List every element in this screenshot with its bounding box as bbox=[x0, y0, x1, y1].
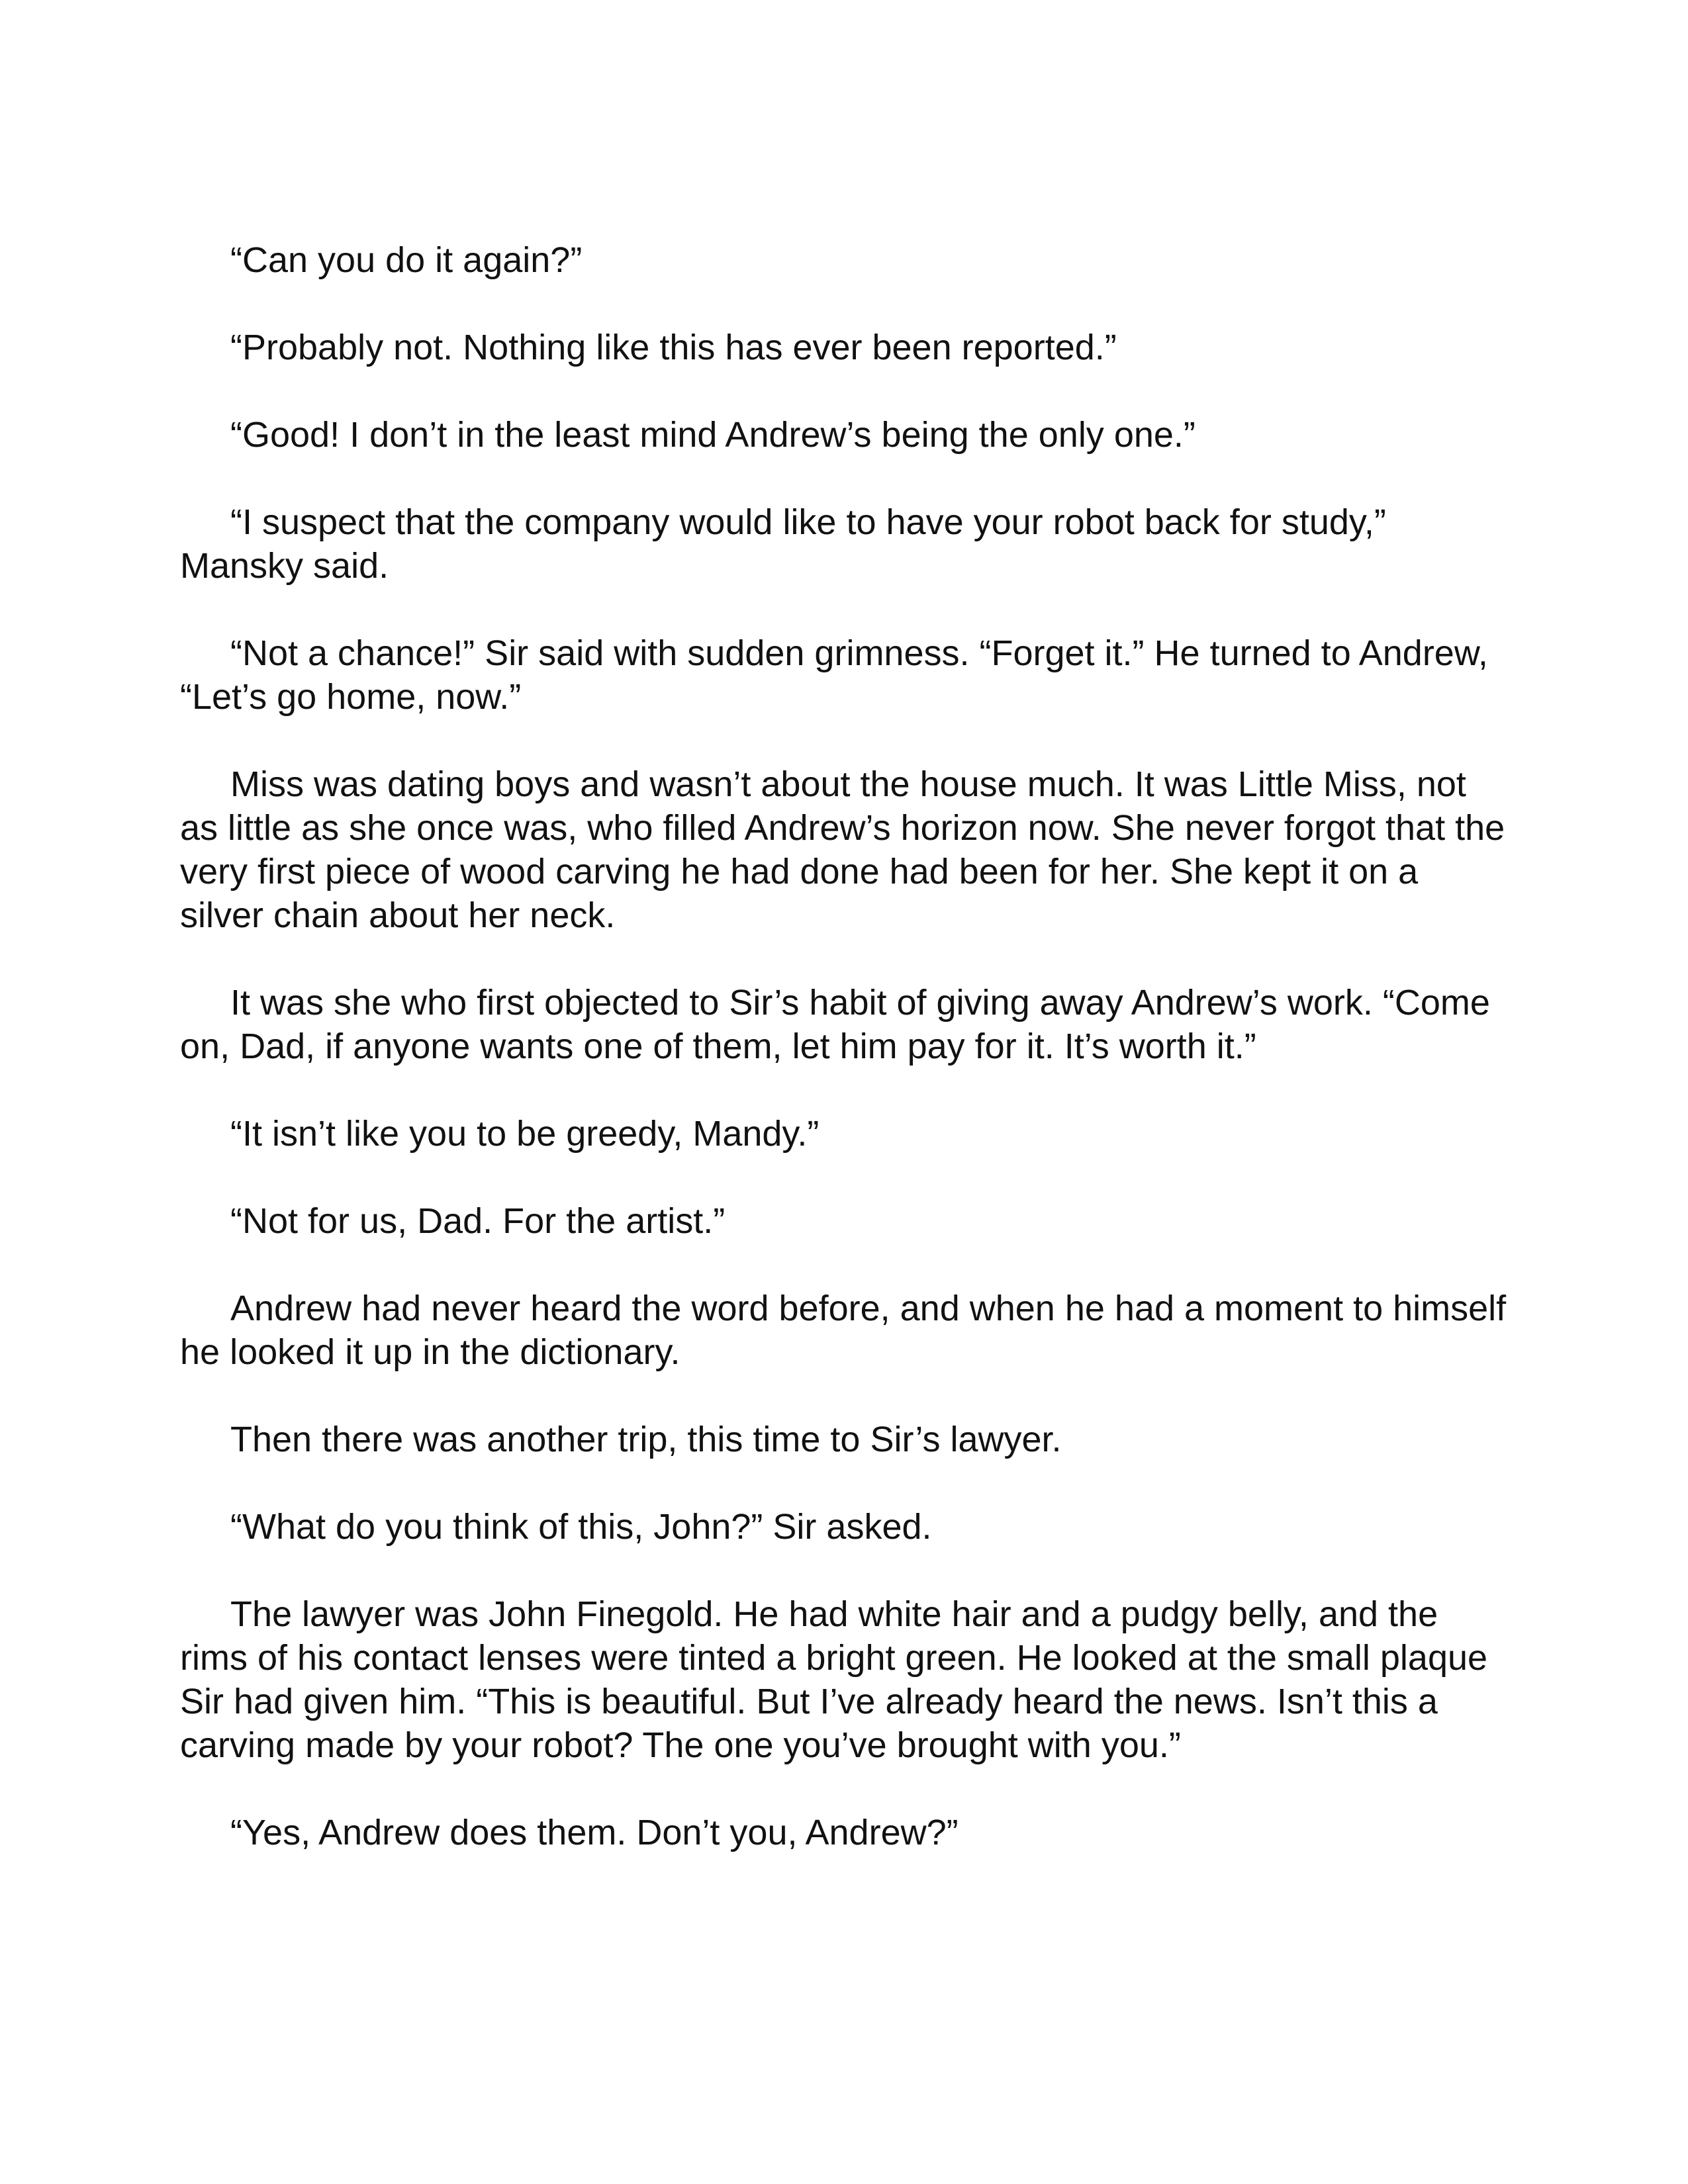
paragraph-12: “What do you think of this, John?” Sir asked. bbox=[230, 1507, 932, 1547]
paragraph-11: Then there was another trip, this time to Sir’s lawyer. bbox=[230, 1420, 1062, 1459]
paragraph-3: “Good! I don’t in the least mind Andrew’s being the only one.” bbox=[230, 415, 1196, 455]
paragraph-8: “It isn’t like you to be greedy, Mandy.” bbox=[230, 1114, 820, 1154]
paragraph-9: “Not for us, Dad. For the artist.” bbox=[230, 1201, 726, 1241]
paragraph-2: “Probably not. Nothing like this has ever been reported.” bbox=[230, 328, 1117, 367]
paragraph-6: Miss was dating boys and wasn’t about the house much. It was Little Miss, not as little as she once was, who filled Andrew’s horizon now. She never forgot that the very first piece of wood carving he had done had been for her. She kept it on a silver chain about her neck. bbox=[180, 764, 1505, 935]
paragraph-13: The lawyer was John Finegold. He had white hair and a pudgy belly, and the rims of his contact lenses were tinted a bright green. He looked at the small plaque Sir had given him. “This is beautiful. But I’ve already heard the news. Isn’t this a carving made by your robot? The one you’ve brought with you.” bbox=[180, 1594, 1488, 1765]
document-page bbox=[180, 238, 1509, 1854]
paragraph-4: “I suspect that the company would like to have your robot back for study,” Mansky said. bbox=[180, 502, 1386, 586]
paragraph-7: It was she who first objected to Sir’s habit of giving away Andrew’s work. “Come on, Dad, if anyone wants one of them, let him pay for it. It’s worth it.” bbox=[180, 983, 1490, 1066]
paragraph-1: “Can you do it again?” bbox=[230, 240, 583, 280]
paragraph-14: “Yes, Andrew does them. Don’t you, Andrew?” bbox=[230, 1813, 959, 1852]
paragraph-5: “Not a chance!” Sir said with sudden grimness. “Forget it.” He turned to Andrew, “Let’s go home, now.” bbox=[180, 633, 1488, 717]
paragraph-10: Andrew had never heard the word before, and when he had a moment to himself he looked it up in the dictionary. bbox=[180, 1289, 1507, 1372]
